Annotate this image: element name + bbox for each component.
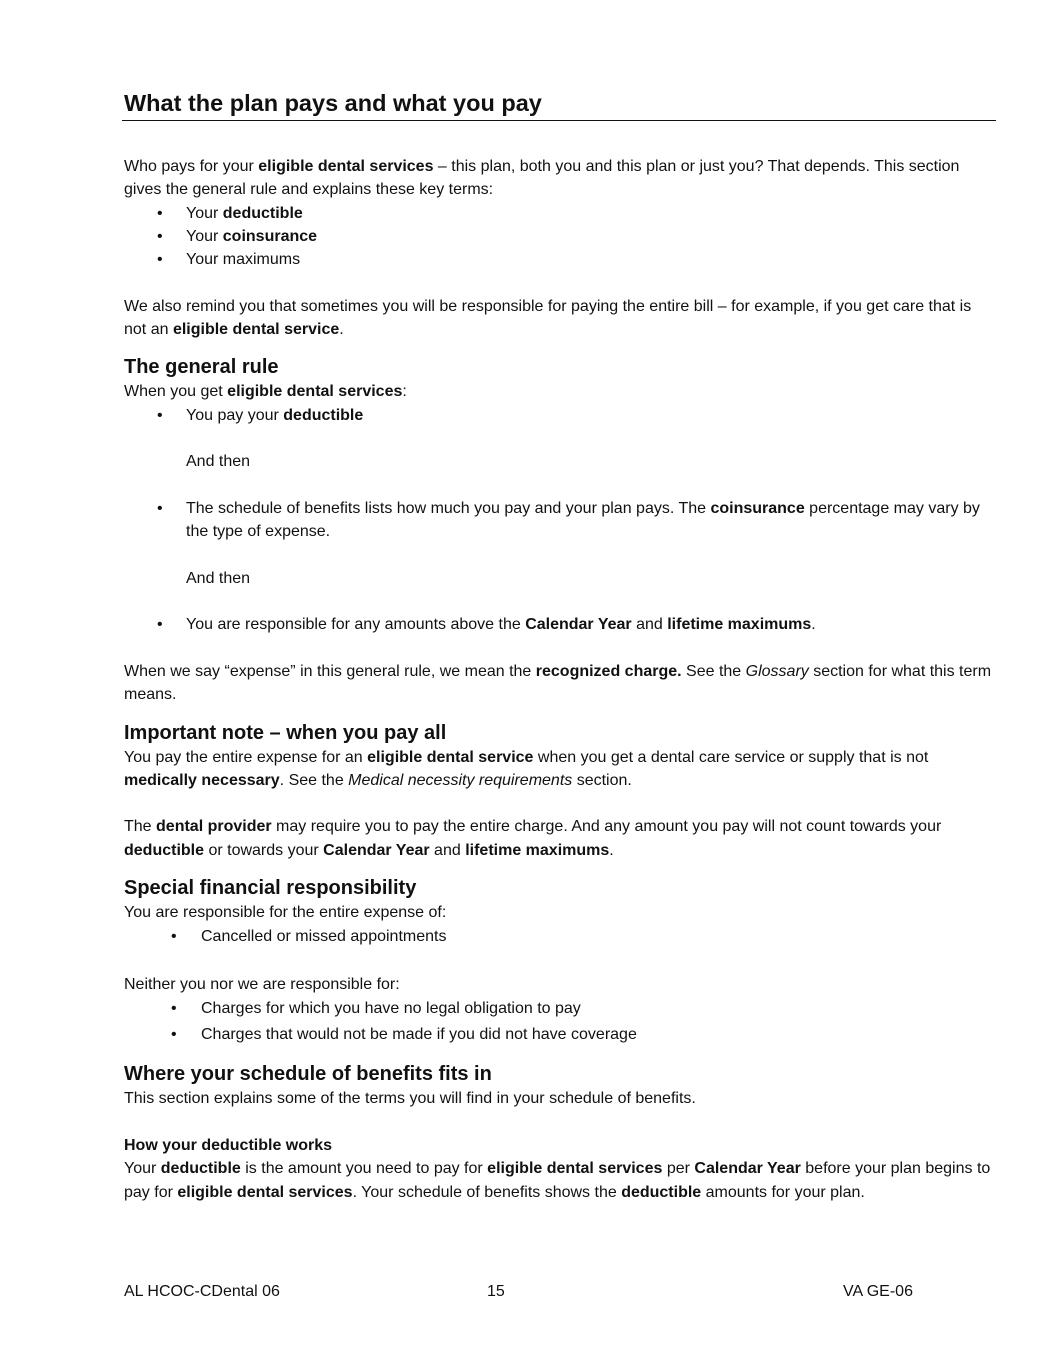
schedule-lead: This section explains some of the terms you will find in your schedule of benefits. (124, 1090, 696, 1108)
special-lead-2: Neither you nor we are responsible for: (124, 976, 400, 994)
list-item: • Charges for which you have no legal obligation to pay (124, 996, 996, 1022)
footer-version-code: VA GE-06 (843, 1283, 913, 1300)
and-then-text: And then (186, 453, 251, 471)
list-item: • The schedule of benefits lists how much you pay and your plan pays. The coinsurance percentage may vary by the type of expense. (124, 497, 996, 544)
general-rule-list-2 (124, 497, 996, 544)
schedule-heading: Where your schedule of benefits fits in (124, 1063, 492, 1086)
bullet-icon: • (157, 227, 163, 245)
general-rule-heading: The general rule (124, 356, 279, 379)
deductible-paragraph: Your deductible is the amount you need to pay for eligible dental services per Calendar Year before your plan begins to pay for eligible dental services. Your schedule of benefits shows the deductible amounts for your plan. (124, 1160, 991, 1201)
deductible-subheading: How your deductible works (124, 1137, 333, 1154)
list-item: • Cancelled or missed appointments (124, 924, 996, 950)
special-lead-1: You are responsible for the entire expense of: (124, 904, 447, 922)
page-footer (124, 1280, 996, 1304)
general-rule-list (124, 404, 996, 427)
bullet-icon: • (157, 499, 163, 517)
page-content (124, 86, 996, 1204)
expense-definition-paragraph: When we say “expense” in this general rule, we mean the recognized charge. See the Glossary section for what this term means. (124, 662, 992, 704)
list-item: • You pay your deductible (124, 404, 996, 427)
footer-form-code: AL HCOC-CDental 06 (124, 1283, 280, 1300)
special-responsibility-heading: Special financial responsibility (124, 877, 417, 900)
bullet-icon: • (157, 406, 163, 424)
important-note-paragraph-1: You pay the entire expense for an eligible dental service when you get a dental care service or supply that is not medically necessary. See the Medical necessity requirements section. (124, 748, 929, 789)
bullet-icon: • (171, 1000, 177, 1018)
bullet-icon: • (157, 616, 163, 634)
bullet-icon: • (171, 928, 177, 946)
page-title: What the plan pays and what you pay (124, 90, 542, 116)
intro-paragraph: Who pays for your eligible dental services – this plan, both you and this plan or just you? That depends. This section gives the general rule and explains these key terms: (124, 158, 960, 199)
list-item: • You are responsible for any amounts above the Calendar Year and lifetime maximums. (124, 613, 996, 636)
not-responsible-list (124, 996, 996, 1047)
and-then-text: And then (186, 569, 251, 587)
bullet-icon: • (157, 204, 163, 222)
list-item: • Your maximums (124, 248, 996, 271)
list-item: • Charges that would not be made if you did not have coverage (124, 1022, 996, 1048)
page-number: 15 (487, 1283, 505, 1300)
reminder-paragraph: We also remind you that sometimes you will be responsible for paying the entire bill – for example, if you get care that is not an eligible dental service. (124, 297, 972, 339)
responsible-list (124, 924, 996, 950)
key-terms-list (124, 202, 996, 272)
list-item: • Your coinsurance (124, 225, 996, 248)
general-rule-list-3 (124, 613, 996, 636)
general-rule-lead: When you get eligible dental services: (124, 383, 407, 401)
important-note-paragraph-2: The dental provider may require you to pay the entire charge. And any amount you pay will not count towards your deductible or towards your Calendar Year and lifetime maximums. (124, 818, 942, 859)
bullet-icon: • (171, 1025, 177, 1043)
bullet-icon: • (157, 251, 163, 269)
important-note-heading: Important note – when you pay all (124, 721, 447, 744)
list-item: • Your deductible (124, 202, 996, 225)
